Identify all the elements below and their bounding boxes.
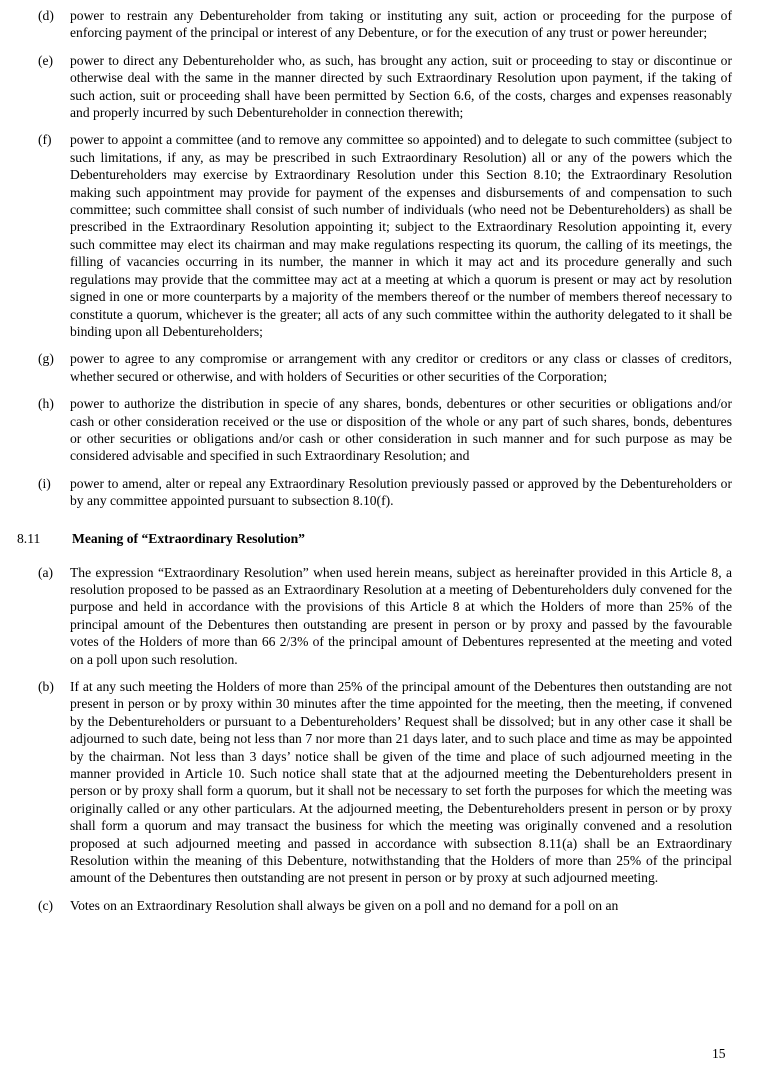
clause-label: (b) [38,679,54,694]
clause-g [38,350,732,385]
clause-label: (c) [38,897,54,913]
clause-text: Votes on an Extraordinary Resolution shall always be given on a poll and no demand for a poll on an [70,897,619,913]
clause-text: power to appoint a committee (and to remove any committee so appointed) and to delegate to such committee (subject to such limitations, if any, as may be prescribed in such Extraordinary Resolution) all or any of the powers which the Debentureholders may exercise by Extraordinary Resolution under this Section 8.10; the Extraordinary Resolution making such appointment may provide for payment of the expenses and disbursements of and compensation to such committee; such committee shall consist of such number of individuals (who need not be Debentureholders) as shall be prescribed in the Extraordinary Resolution appointing it; subject to the Extraordinary Resolution appointing it, every such committee may elect its chairman and may make regulations respecting its quorum, the calling of its meetings, the filling of vacancies occurring in its number, the manner in which it may act and its procedure generally and such regulations may provide that the committee may act at a meeting at which a quorum is present or may act by resolution signed in one or more counterparts by a majority of the members thereof or the number of members thereof necessary to constitute a quorum, whichever is the greater; all acts of any such committee within the authority delegated to it shall be binding upon all Debentureholders; [70,132,732,339]
clause-a [38,564,732,668]
clause-text: The expression “Extraordinary Resolution” when used herein means, subject as hereinafter provided in this Article 8, a resolution proposed to be passed as an Extraordinary Resolution at a meeting of Debentureholders duly convened for the purpose and held in accordance with the provisions of this Article 8 at which the Holders of more than 25% of the principal amount of the Debentures then outstanding are present in person or by proxy and passed by the favourable votes of the Holders of more than 66 2/3% of the principal amount of Debentures represented at the meeting and voted on a poll upon such resolution. [70,564,732,667]
clause-label: (d) [38,8,54,23]
clause-label: (g) [38,351,54,367]
section-title: Meaning of “Extraordinary Resolution” [72,530,305,546]
clause-label: (f) [38,132,52,148]
section-number: 8.11 [17,530,41,546]
section-heading [17,530,768,547]
clause-c [38,897,732,914]
clause-f [38,131,732,340]
clause-d [38,7,732,42]
clause-i [38,475,732,510]
page-number: 15 [712,1046,726,1061]
clause-label: (e) [38,52,54,68]
clause-text: power to amend, alter or repeal any Extraordinary Resolution previously passed or approved by the Debentureholders or by any committee appointed pursuant to subsection 8.10(f). [70,475,732,509]
clause-text: power to direct any Debentureholder who, as such, has brought any action, suit or proceeding to stay or discontinue or otherwise deal with the same in the manner directed by such Extraordinary Resolution upon payment, if the taking of such action, suit or proceeding shall have been permitted by Section 6.6, of the costs, charges and expenses reasonably and properly incurred by such Debentureholder in connection therewith; [70,52,732,121]
clause-h [38,395,732,465]
clause-text: power to authorize the distribution in specie of any shares, bonds, debentures or other securities or obligations and/or cash or other consideration received or the use or disposition of the whole or any part of such shares, bonds, debentures or other securities or obligations and/or cash or other consideration in such manner and for such purpose as may be considered advisable and specified in such Extraordinary Resolution; and [70,396,732,464]
clause-text: If at any such meeting the Holders of more than 25% of the principal amount of the Debentures then outstanding are not present in person or by proxy within 30 minutes after the time appointed for the meeting, then the meeting, if convened by the Debentureholders or pursuant to a Debentureholders’ Request shall be dissolved; but in any other case it shall be adjourned to such date, being not less than 7 nor more than 21 days later, and to such place and time as may be appointed by the chairman. Not less than 3 days’ notice shall be given of the time and place of such adjourned meeting in the manner provided in Article 10. Such notice shall state that at the adjourned meeting the Debentureholders present in person or by proxy shall form a quorum, but it shall not be necessary to set forth the purposes for which the meeting was originally called or any other particulars. At the adjourned meeting, the Debentureholders present in person or by proxy shall form a quorum and may transact the business for which the meeting was originally convened and a resolution proposed at such adjourned meeting and passed in accordance with subsection 8.11(a) shall be an Extraordinary Resolution within the meaning of this Debenture, notwithstanding that the Holders of more than 25% of the principal amount of the Debentures then outstanding are not present in person or by proxy at such adjourned meeting. [70,679,732,886]
clause-label: (i) [38,475,51,491]
clause-text: power to restrain any Debentureholder from taking or instituting any suit, action or proceeding for the purpose of enforcing payment of the principal or interest of any Debenture, or for the execution of any trust or power hereunder; [70,8,732,41]
clause-label: (h) [38,396,54,412]
clause-b [38,678,732,887]
clause-e [38,52,732,122]
clause-label: (a) [38,564,54,580]
clause-text: power to agree to any compromise or arrangement with any creditor or creditors or any class or classes of creditors, whether secured or otherwise, and with holders of Securities or other securities of the Corporation; [70,351,732,384]
